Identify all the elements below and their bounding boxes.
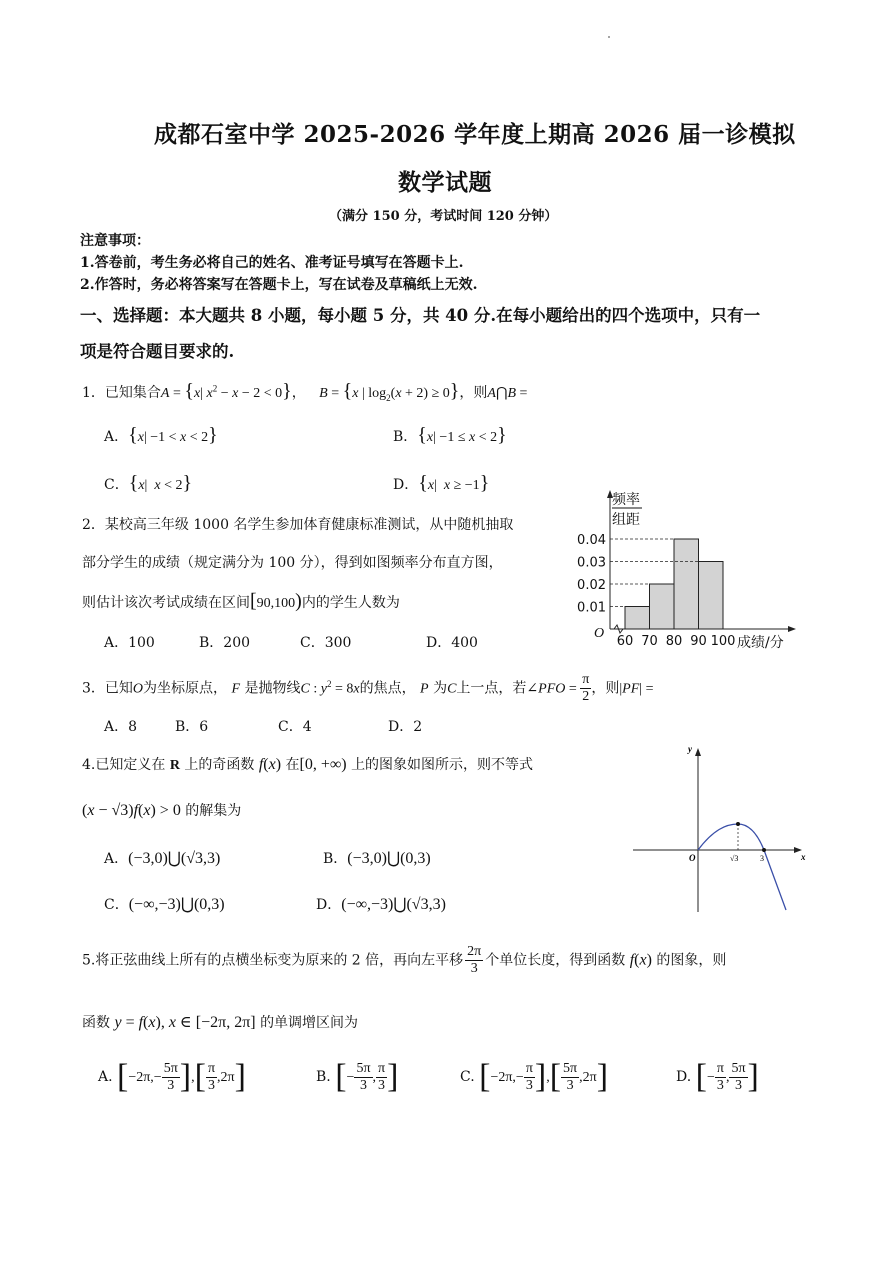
x-tick-label: 60 xyxy=(616,634,634,649)
y-axis-label-top: 频率 xyxy=(612,492,640,508)
q2-option-c[interactable]: C．300 xyxy=(300,635,352,651)
q3-option-d[interactable]: D．2 xyxy=(388,719,423,735)
question-5-line2: 函数 y = f(x), x ∈ [−2π, 2π] 的单调增区间为 xyxy=(82,1014,359,1031)
x-tick-label: 80 xyxy=(665,634,683,649)
q1-option-c[interactable]: C．{x| x < 2} xyxy=(104,472,193,494)
question-3-stem: 3．已知O为坐标原点， F 是抛物线C : $y^2 = 8x$的焦点， P 为C上一点，若∠PFO = $\frac{\pi}{2}$ ，则|PF| = xyxy=(82,672,654,704)
question-2-line1: 2．某校高三年级 1000 名学生参加体育健康标准测试，从中随机抽取 xyxy=(82,517,514,533)
x-tick-label: 100 xyxy=(710,634,736,649)
q2-option-d[interactable]: D．400 xyxy=(426,635,478,651)
exam-info: （满分 150 分，考试时间 120 分钟） xyxy=(329,209,558,224)
q4-option-a[interactable]: A．(−3,0)⋃(√3,3) xyxy=(104,850,221,867)
stray-dot xyxy=(608,36,610,38)
q4-option-b[interactable]: B．(−3,0)⋃(0,3) xyxy=(323,850,431,867)
y-tick-label: 0.04 xyxy=(577,533,606,548)
x-axis-label: x xyxy=(801,852,806,862)
subject-title: 数学试题 xyxy=(398,169,492,196)
question-4-line2: (x − √3)f(x) > 0 的解集为 xyxy=(82,802,242,819)
histogram-bar xyxy=(650,584,675,629)
question-5-line1: 5.将正弦曲线上所有的点横坐标变为原来的 2 倍，再向左平移 $\frac{2\pi}{3}$ 个单位长度，得到函数 f(x) 的图象，则 xyxy=(82,944,727,976)
histogram-bar xyxy=(674,539,699,629)
q1-option-b[interactable]: B．{x| −1 ≤ x < 2} xyxy=(393,424,507,446)
y-axis-label: y xyxy=(688,744,692,754)
root-point xyxy=(762,848,766,852)
x-axis-arrow xyxy=(788,626,796,632)
y-axis-label-bottom: 组距 xyxy=(612,512,640,528)
max-point xyxy=(736,822,740,826)
curve xyxy=(698,824,786,910)
origin-label: O xyxy=(689,853,696,863)
q4-option-d[interactable]: D．(−∞,−3)⋃(√3,3) xyxy=(316,896,446,913)
y-tick-label: 0.01 xyxy=(577,600,606,616)
histogram-bar xyxy=(699,562,724,630)
question-4-line1: 4.已知定义在 R 上的奇函数 f(x) 在[0, +∞) 上的图象如图所示，则不等式 xyxy=(82,756,534,773)
q1-option-a[interactable]: A．{x| −1 < x < 2} xyxy=(104,424,218,446)
x-tick-label: 90 xyxy=(690,634,707,649)
function-graph xyxy=(628,740,818,915)
frequency-histogram xyxy=(560,484,810,654)
y-tick-label: 0.02 xyxy=(577,578,606,593)
q5-option-c[interactable]: C. [−2π,− $\frac{\pi}{3}$ ],[ $\frac{5\pi}{3}$ ,2π] xyxy=(460,1058,609,1095)
question-1-stem: 1．已知集合A = {x| $x^2 - x - 2 < 0$}， B = {x | $\log_2(x + 2) \ge 0$}，则A⋂B = xyxy=(82,380,528,403)
question-2-line2: 部分学生的成绩（规定满分为 100 分），得到如图频率分布直方图， xyxy=(82,555,503,571)
tick-3: 3 xyxy=(760,854,764,863)
q3-option-a[interactable]: A．8 xyxy=(104,719,138,735)
q5-option-b[interactable]: B. [− $\frac{5\pi}{3}$ , $\frac{\pi}{3}$ ] xyxy=(316,1058,399,1095)
tick-sqrt3: √3 xyxy=(730,854,739,863)
x-tick-label: 70 xyxy=(641,634,658,649)
q5-option-a[interactable]: A. [−2π,− $\frac{5\pi}{3}$ ],[ $\frac{\pi}{3}$ ,2π] xyxy=(98,1058,246,1095)
notes-heading: 注意事项： xyxy=(80,233,150,249)
q4-option-c[interactable]: C．(−∞,−3)⋃(0,3) xyxy=(104,896,225,913)
histogram-bar xyxy=(625,607,650,630)
q2-option-a[interactable]: A．100 xyxy=(104,635,155,651)
q3-option-c[interactable]: C．4 xyxy=(278,719,312,735)
q3-option-b[interactable]: B．6 xyxy=(175,719,209,735)
q2-option-b[interactable]: B．200 xyxy=(199,635,251,651)
section-heading: 一、选择题：本大题共 8 小题，每小题 5 分，共 40 分.在每小题给出的四个选项中，只有一 xyxy=(80,306,761,325)
x-axis-label: 成绩/分 xyxy=(737,635,784,651)
origin-label: O xyxy=(594,626,605,641)
note-item: 2.作答时，务必将答案写在答题卡上，写在试卷及草稿纸上无效. xyxy=(80,277,478,293)
note-item: 1.答卷前，考生务必将自己的姓名、准考证号填写在答题卡上. xyxy=(80,255,464,271)
q5-option-d[interactable]: D. [− $\frac{\pi}{3}$ , $\frac{5\pi}{3}$ ] xyxy=(676,1058,759,1095)
y-axis-arrow xyxy=(695,748,701,756)
y-tick-label: 0.03 xyxy=(577,555,606,571)
q1-option-d[interactable]: D．{x| x ≥ −1} xyxy=(393,472,490,494)
section-heading-cont: 项是符合题目要求的. xyxy=(80,342,235,361)
question-2-line3: 则估计该次考试成绩在区间[90,100)内的学生人数为 xyxy=(82,590,400,612)
exam-title: 成都石室中学 2025-2026 学年度上期高 2026 届一诊模拟 xyxy=(154,121,796,148)
